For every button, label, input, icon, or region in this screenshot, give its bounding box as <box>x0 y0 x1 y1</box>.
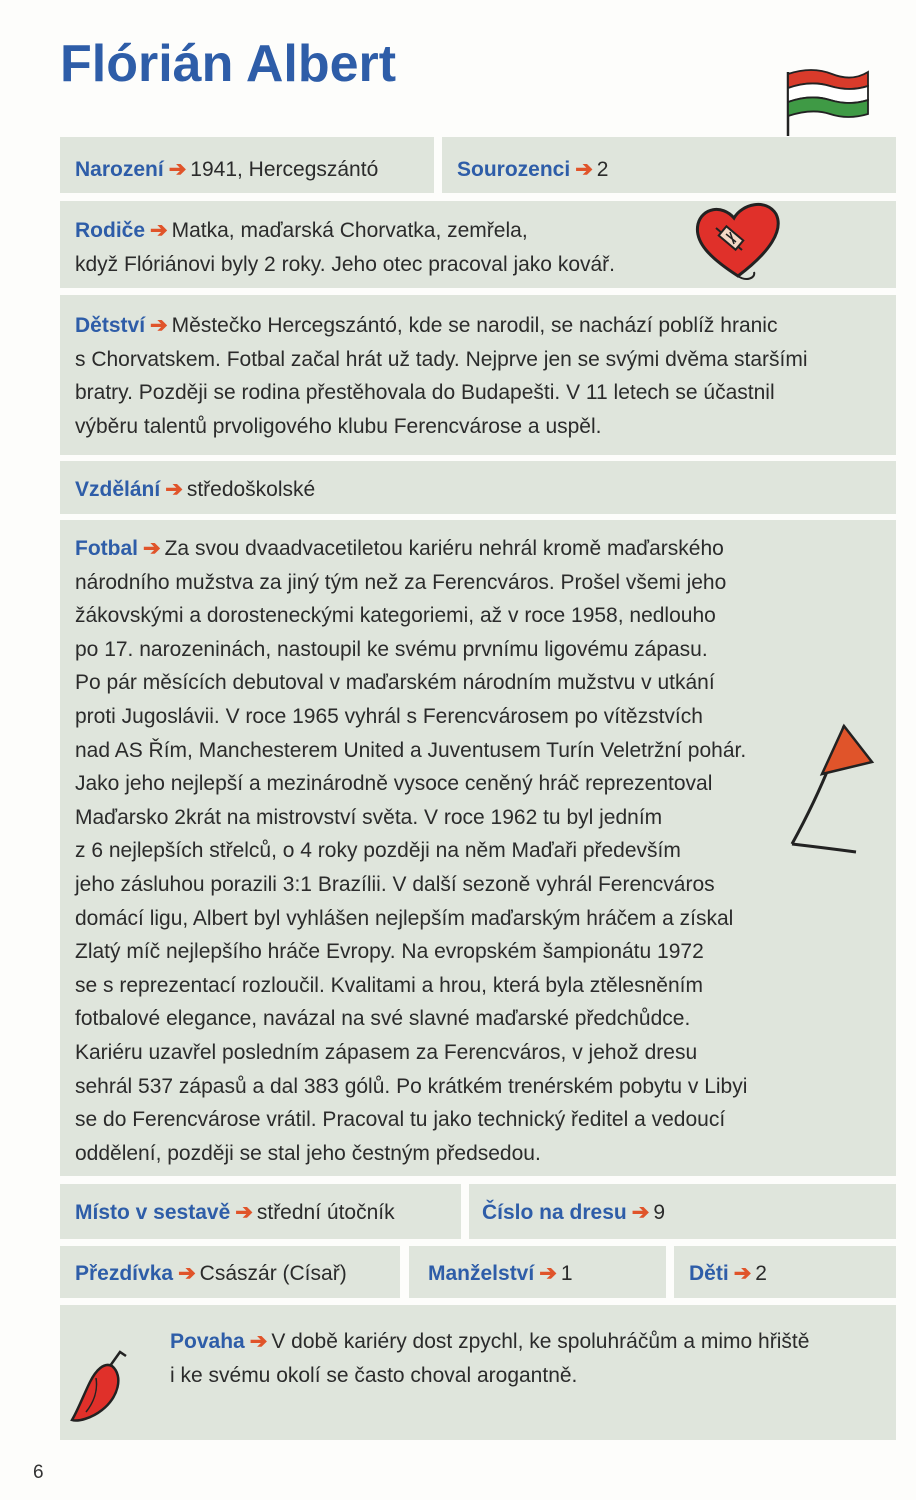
character-line-1 <box>170 1325 896 1359</box>
football-text-1: Za svou dvaadvacetiletou kariéru nehrál kromě maďarského <box>164 537 724 560</box>
arrow-icon: ➔ <box>235 1201 253 1224</box>
childhood-text-4: výběru talentů prvoligového klubu Ferencvárose a uspěl. <box>75 414 602 438</box>
football-text-15: fotbalové elegance, navázal na své slavné maďarské předchůdce. <box>75 1007 691 1031</box>
jersey-number-value: 9 <box>653 1201 665 1224</box>
jersey-number-box <box>469 1184 896 1239</box>
parents-label: Rodiče <box>75 219 146 242</box>
education-value: středoškolské <box>186 478 316 501</box>
page-number: 6 <box>33 1462 44 1483</box>
siblings-value: 2 <box>596 158 609 181</box>
birth-box <box>60 137 434 193</box>
character-text-1: V době kariéry dost zpychl, ke spoluhráčům a mimo hřiště <box>271 1330 810 1353</box>
football-text-17: sehrál 537 zápasů a dal 383 gólů. Po krátkém trenérském pobytu v Libyi <box>75 1074 748 1098</box>
childhood-line-1 <box>75 309 896 343</box>
football-text-3: žákovskými a dorosteneckými kategoriemi, až v roce 1958, nedlouho <box>75 604 716 628</box>
arrow-icon: ➔ <box>539 1262 557 1285</box>
position-label: Místo v sestavě <box>75 1201 231 1224</box>
football-text-4: po 17. narozeninách, nastoupil ke svému prvnímu ligovému zápasu. <box>75 637 708 661</box>
childhood-box <box>60 295 896 455</box>
childhood-text-2: s Chorvatskem. Fotbal začal hrát už tady. Nejprve jen se svými dvěma staršími <box>75 347 808 371</box>
football-text-9: Maďarsko 2krát na mistrovství světa. V roce 1962 tu byl jedním <box>75 805 663 829</box>
nickname-box <box>60 1246 400 1298</box>
childhood-label: Dětství <box>75 314 146 337</box>
bandaged-heart-icon <box>690 198 786 282</box>
hungarian-flag-icon <box>782 66 874 140</box>
football-text-6: proti Jugoslávii. V roce 1965 vyhrál s Ferencvárosem po vítězstvích <box>75 704 703 728</box>
football-text-13: Zlatý míč nejlepšího hráče Evropy. Na evropském šampionátu 1972 <box>75 940 704 964</box>
education-label: Vzdělání <box>75 478 161 501</box>
football-text-14: se s reprezentací rozloučil. Kvalitami a hrou, která byla ztělesněním <box>75 973 703 997</box>
corner-flag-icon <box>786 722 880 858</box>
siblings-label: Sourozenci <box>457 158 571 181</box>
arrow-icon: ➔ <box>575 158 593 181</box>
position-box <box>60 1184 461 1239</box>
arrow-icon: ➔ <box>178 1262 196 1285</box>
football-text-12: domácí ligu, Albert byl vyhlášen nejlepším maďarským hráčem a získal <box>75 906 734 930</box>
siblings-box <box>442 137 896 193</box>
childhood-text-3: bratry. Později se rodina přestěhovala do Budapešti. V 11 letech se účastnil <box>75 381 775 405</box>
character-label: Povaha <box>170 1330 245 1353</box>
children-value: 2 <box>755 1262 767 1285</box>
football-text-2: národního mužstva za jiný tým než za Ferencváros. Prošel všemi jeho <box>75 570 727 594</box>
children-label: Děti <box>689 1262 729 1285</box>
hot-pepper-icon <box>66 1348 136 1424</box>
arrow-icon: ➔ <box>631 1201 650 1224</box>
page-title: Flórián Albert <box>60 35 397 93</box>
football-text-19: oddělení, později se stal jeho čestným předsedou. <box>75 1141 541 1165</box>
marriage-value: 1 <box>560 1262 573 1285</box>
childhood-text-1: Městečko Hercegszántó, kde se narodil, se nachází poblíž hranic <box>171 314 778 337</box>
marriage-label: Manželství <box>428 1262 535 1285</box>
football-text-8: Jako jeho nejlepší a mezinárodně vysoce ceněný hráč reprezentoval <box>75 772 713 796</box>
football-text-7: nad AS Řím, Manchesterem United a Juventusem Turín Veletržní pohár. <box>75 738 747 762</box>
football-text-16: Kariéru uzavřel posledním zápasem za Ferencváros, v jehož dresu <box>75 1040 698 1064</box>
parents-text-2: když Flóriánovi byly 2 roky. Jeho otec pracoval jako kovář. <box>75 252 616 276</box>
character-text-2: i ke svému okolí se často choval arogantně. <box>170 1363 578 1387</box>
birth-value: 1941, Hercegszántó <box>190 158 379 181</box>
parents-text-1: Matka, maďarská Chorvatka, zemřela, <box>171 219 528 242</box>
football-text-18: se do Ferencvárose vrátil. Pracoval tu jako technický ředitel a vedoucí <box>75 1108 726 1132</box>
position-value: střední útočník <box>256 1201 395 1224</box>
football-box <box>60 520 896 1176</box>
football-text-10: z 6 nejlepších střelců, o 4 roky později na něm Maďaři především <box>75 839 681 863</box>
nickname-label: Přezdívka <box>75 1262 174 1285</box>
football-label: Fotbal <box>75 537 138 560</box>
education-box <box>60 461 896 514</box>
football-text-11: jeho zásluhou porazili 3:1 Brazílii. V další sezoně vyhrál Ferencváros <box>75 872 715 896</box>
jersey-number-label: Číslo na dresu <box>482 1201 627 1224</box>
football-text-5: Po pár měsících debutoval v maďarském národním mužstvu v utkání <box>75 671 715 695</box>
arrow-icon: ➔ <box>150 219 168 242</box>
arrow-icon: ➔ <box>733 1262 752 1285</box>
marriage-box <box>409 1246 666 1298</box>
arrow-icon: ➔ <box>150 314 168 337</box>
character-box <box>60 1305 896 1440</box>
birth-label: Narození <box>75 158 164 181</box>
football-line-1 <box>75 532 896 566</box>
arrow-icon: ➔ <box>165 478 183 501</box>
nickname-value: Császár (Císař) <box>199 1262 347 1285</box>
arrow-icon: ➔ <box>168 158 187 181</box>
children-box <box>674 1246 896 1298</box>
arrow-icon: ➔ <box>249 1330 268 1353</box>
arrow-icon: ➔ <box>143 537 161 560</box>
